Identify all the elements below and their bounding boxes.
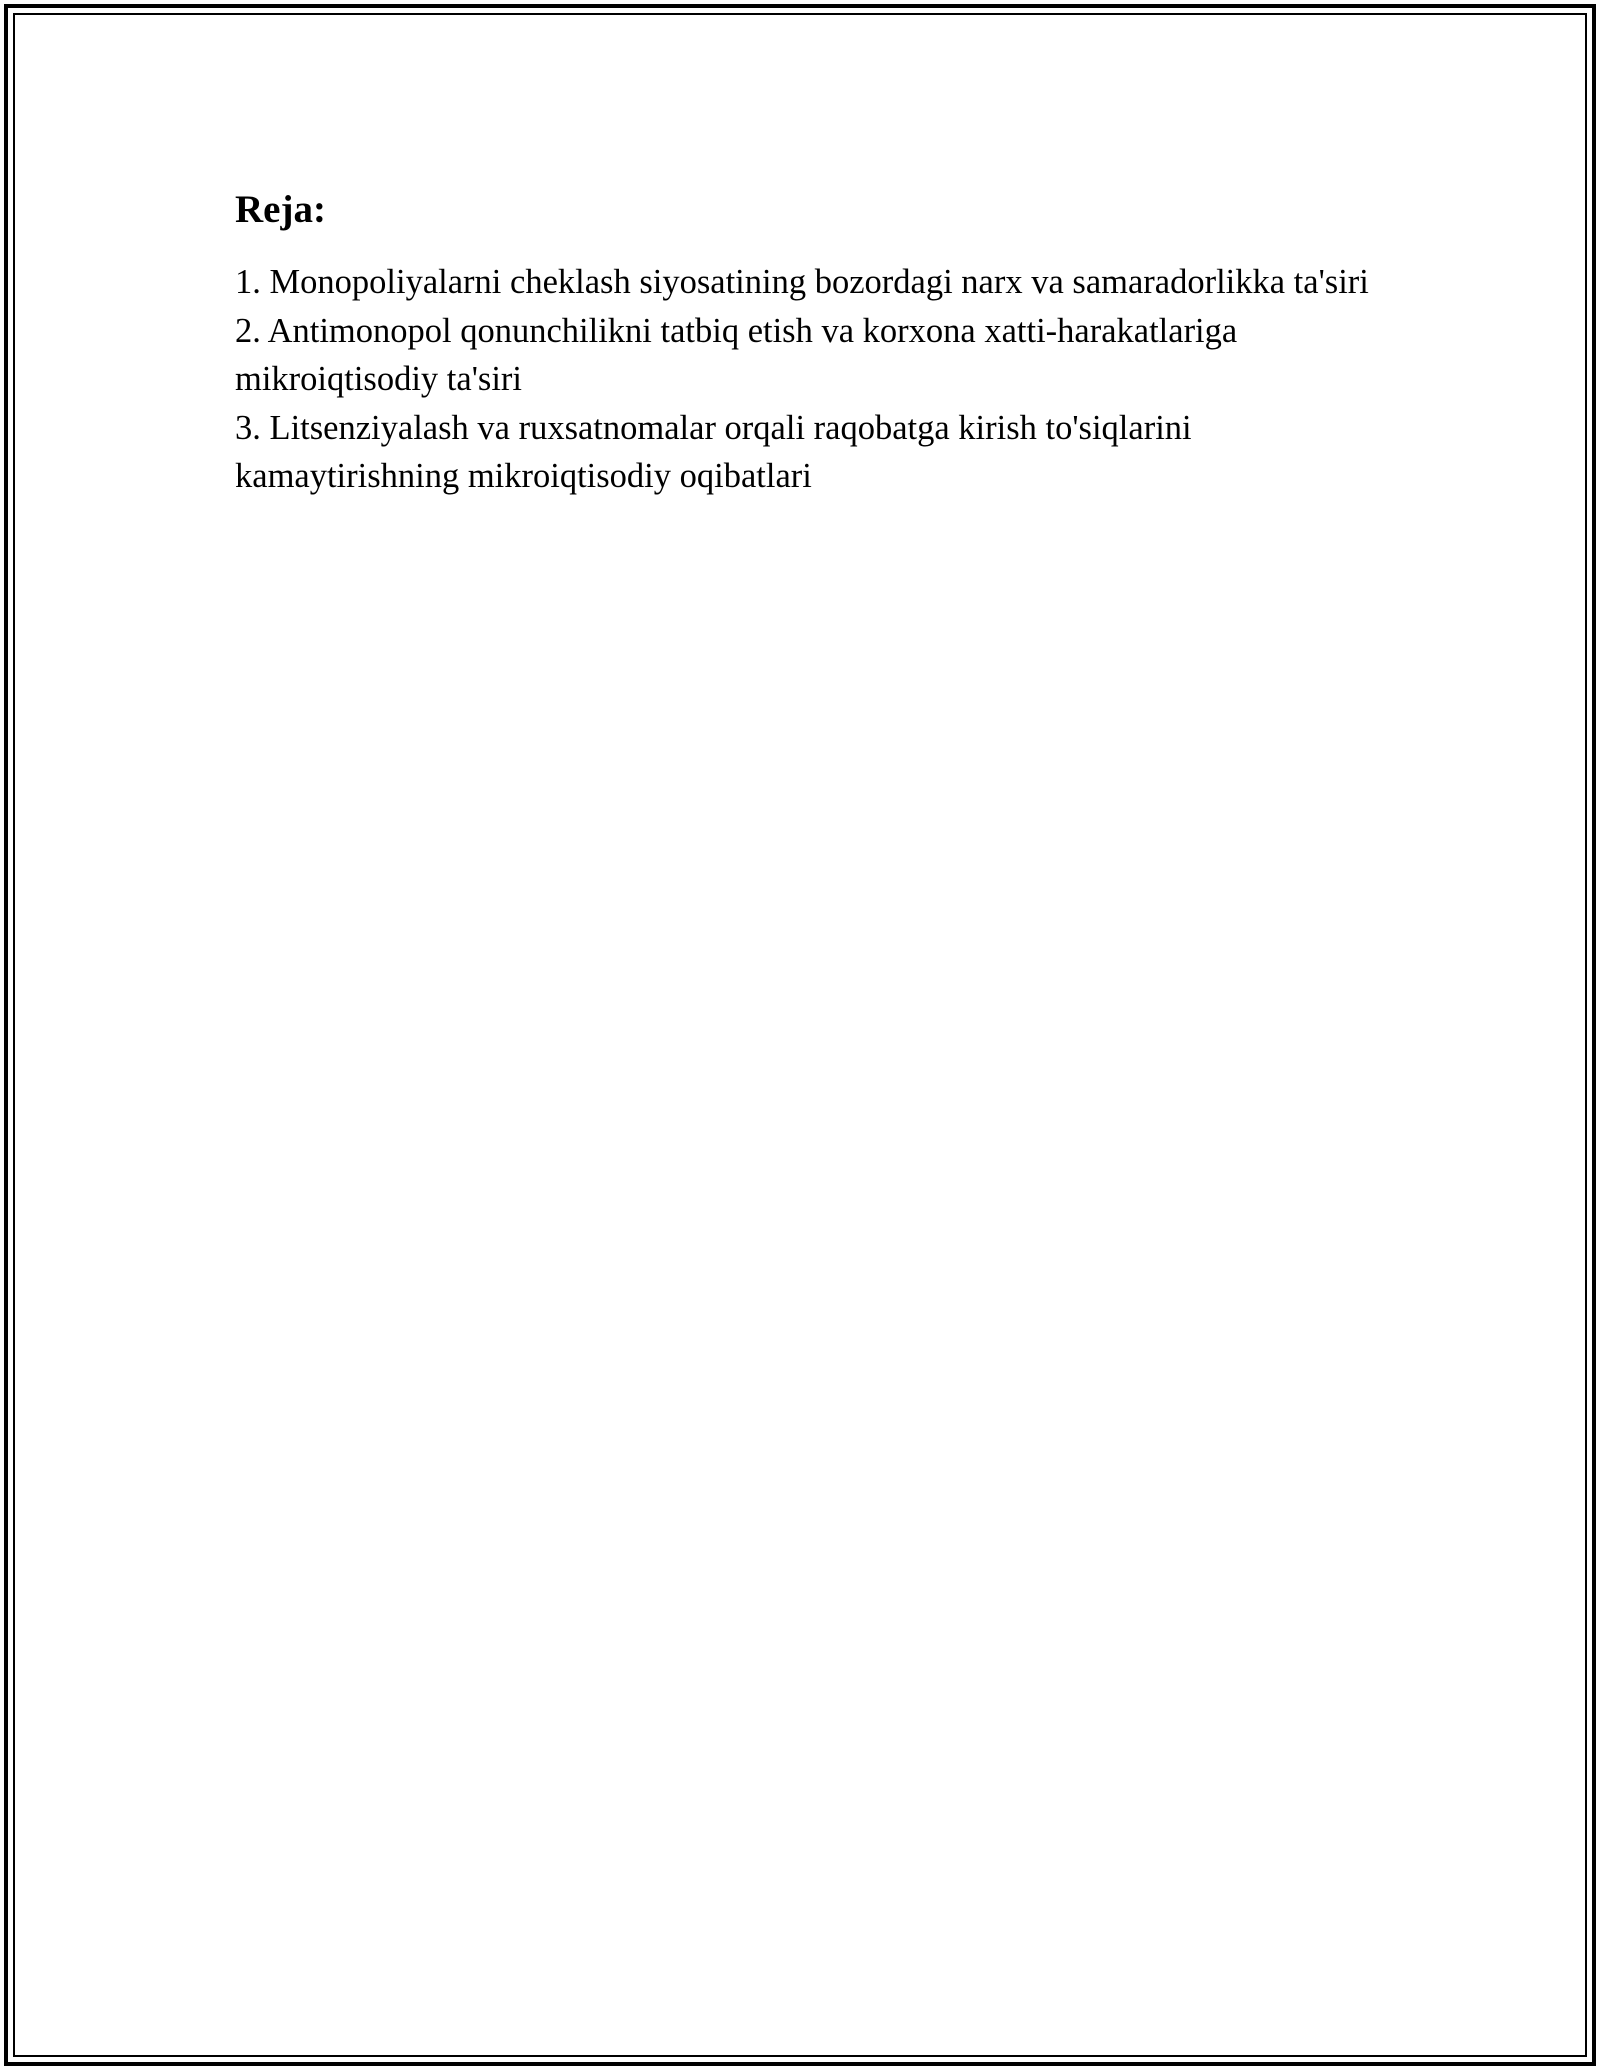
- document-body: [235, 186, 1395, 501]
- plan-item-3: 3. Litsenziyalash va ruxsatnomalar orqali raqobatga kirish to'siqlarini kamaytirishning mikroiqtisodiy oqibatlari: [235, 408, 1192, 495]
- plan-item-2: 2. Antimonopol qonunchilikni tatbiq etish va korxona xatti-harakatlariga mikroiqtisodiy ta'siri: [235, 311, 1238, 398]
- plan-list: [235, 258, 1395, 501]
- plan-title: Reja:: [235, 188, 326, 231]
- plan-item-1: 1. Monopoliyalarni cheklash siyosatining bozordagi narx va samaradorlikka ta'siri: [235, 263, 1369, 301]
